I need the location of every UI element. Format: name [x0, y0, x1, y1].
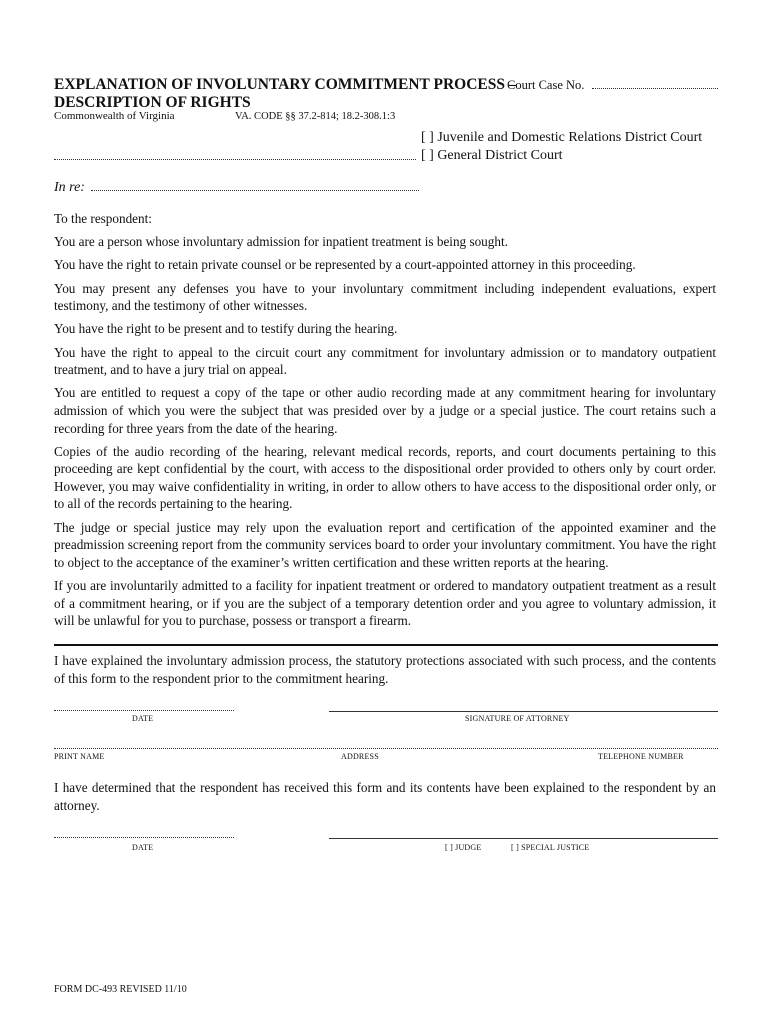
in-re-field[interactable]: [91, 180, 419, 191]
special-justice-checkbox[interactable]: [ ] SPECIAL JUSTICE: [511, 843, 590, 852]
attorney-contact-field[interactable]: [54, 740, 718, 749]
section-divider: [54, 644, 718, 646]
court-option-juvenile[interactable]: [ ] Juvenile and Domestic Relations District Court: [421, 130, 703, 145]
court-name-field[interactable]: [54, 151, 416, 160]
attorney-signature-field[interactable]: [329, 703, 718, 712]
attorney-date-field[interactable]: [54, 702, 234, 711]
rights-paragraph: You have the right to appeal to the circuit court any commitment for involuntary admission or to mandatory outpatient treatment, and to have a jury trial on appeal.: [54, 344, 716, 378]
telephone-label: TELEPHONE NUMBER: [598, 752, 684, 761]
form-title-line-2: DESCRIPTION OF RIGHTS: [54, 94, 251, 111]
judge-date-label: DATE: [132, 843, 154, 852]
rights-paragraph: You have the right to be present and to testify during the hearing.: [54, 321, 398, 337]
attorney-signature-label: SIGNATURE OF ATTORNEY: [465, 714, 570, 723]
attorney-statement: I have explained the involuntary admission process, the statutory protections associated with such process, and the contents of this form to the respondent prior to the commitment hearing.: [54, 653, 716, 686]
form-id: FORM DC-493 REVISED 11/10: [54, 984, 187, 995]
rights-paragraph: If you are involuntarily admitted to a facility for inpatient treatment or ordered to mandatory outpatient treatment as a result of a commitment hearing, or if you are the subject of a temporary detention order and you agree to voluntary admission, it will be unlawful for you to purchase, possess or transport a firearm.: [54, 578, 716, 629]
form-title-line-1: EXPLANATION OF INVOLUNTARY COMMITMENT PROCESS –: [54, 76, 517, 93]
rights-paragraph: You are a person whose involuntary admission for inpatient treatment is being sought.: [54, 234, 508, 250]
print-name-label: PRINT NAME: [54, 752, 105, 761]
court-option-general-district[interactable]: [ ] General District Court: [421, 148, 563, 163]
rights-description: [54, 210, 716, 635]
court-case-number: [507, 78, 718, 93]
judge-statement: I have determined that the respondent has received this form and its contents have been explained to the respondent by an attorney.: [54, 780, 716, 813]
rights-paragraph: You are entitled to request a copy of the tape or other audio recording made at any commitment hearing for involuntary admission of which you were the subject that was presided over by a judge or a special justice. The court retains such a recording for three years from the date of the hearing.: [54, 385, 716, 436]
attorney-date-label: DATE: [132, 714, 154, 723]
rights-paragraph: You may present any defenses you have to your involuntary commitment including independent evaluations, expert testimony, and the testimony of other witnesses.: [54, 280, 716, 314]
court-case-field[interactable]: [592, 78, 718, 89]
in-re-label: In re:: [54, 180, 85, 195]
form-title: [54, 76, 517, 112]
in-re: [54, 180, 419, 196]
commonwealth-label: Commonwealth of Virginia: [54, 110, 175, 122]
greeting: To the respondent:: [54, 211, 152, 226]
judge-date-field[interactable]: [54, 829, 234, 838]
rights-paragraph: You have the right to retain private counsel or be represented by a court-appointed attorney in this proceeding.: [54, 257, 636, 273]
court-case-label: Court Case No.: [507, 78, 585, 92]
judge-signature-field[interactable]: [329, 830, 718, 839]
address-label: ADDRESS: [341, 752, 379, 761]
va-code-citation: VA. CODE §§ 37.2-814; 18.2-308.1:3: [235, 111, 396, 122]
rights-paragraph: Copies of the audio recording of the hearing, relevant medical records, reports, and court documents pertaining to this proceeding are kept confidential by the court, with access to the dispositional order provided to others only by court order. However, you may waive confidentiality in writing, in order to allow others to have access to the dispositional order only, or to all of the records pertaining to the hearing.: [54, 443, 716, 512]
rights-paragraph: The judge or special justice may rely upon the evaluation report and certification of the appointed examiner and the preadmission screening report from the community services board to order your involuntary commitment. You have the right to object to the acceptance of the examiner’s written certification and these written reports at the hearing.: [54, 519, 716, 570]
judge-checkbox[interactable]: [ ] JUDGE: [445, 843, 482, 852]
